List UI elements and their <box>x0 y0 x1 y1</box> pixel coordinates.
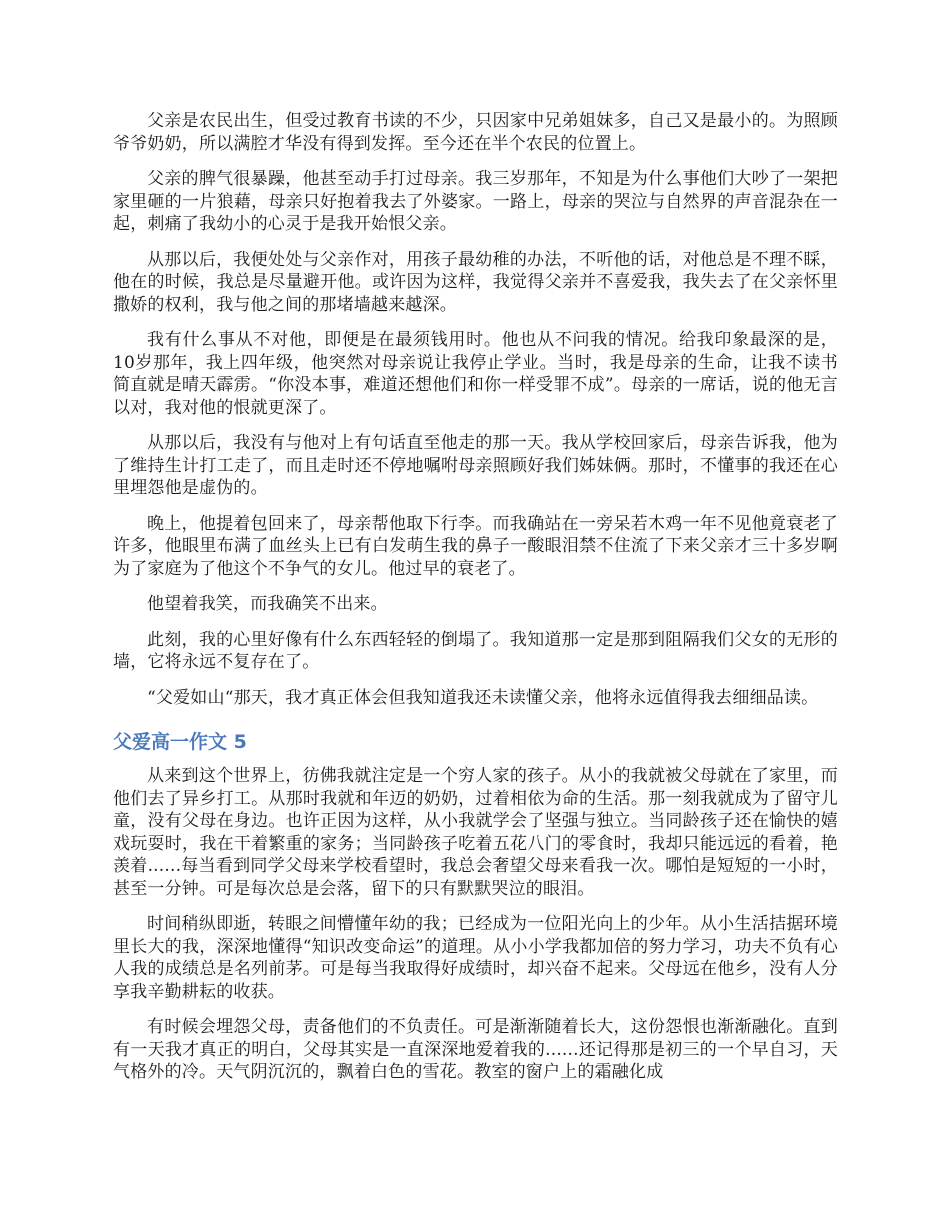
paragraph: 从来到这个世界上，彷佛我就注定是一个穷人家的孩子。从小的我就被父母就在了家里，而他们去了异乡打工。从那时我就和年迈的奶奶，过着相依为命的生活。那一刻我就成为了留守儿童，没有父母在身边。也许正因为这样，从小我就学会了坚强与独立。当同龄孩子还在愉快的嬉戏玩耍时，我在干着繁重的家务；当同龄孩子吃着五花八门的零食时，我却只能远远的看着，艳羡着......每当看到同学父母来学校看望时，我总会奢望父母来看我一次。哪怕是短短的一小时，甚至一分钟。可是每次总是会落，留下的只有默默哭泣的眼泪。 <box>113 766 838 899</box>
paragraph: 时间稍纵即逝，转眼之间懵懂年幼的我；已经成为一位阳光向上的少年。从小生活拮据环境里长大的我，深深地懂得“知识改变命运”的道理。从小小学我都加倍的努力学习，功夫不负有心人我的成绩总是名列前茅。可是每当我取得好成绩时，却兴奋不起来。父母远在他乡，没有人分享我辛勤耕耘的收获。 <box>113 914 838 1002</box>
paragraph: 父亲的脾气很暴躁，他甚至动手打过母亲。我三岁那年，不知是为什么事他们大吵了一架把家里砸的一片狼藉，母亲只好抱着我去了外婆家。一路上，母亲的哭泣与自然界的声音混杂在一起，刺痛了我幼小的心灵于是我开始恨父亲。 <box>113 169 838 234</box>
paragraph: 此刻，我的心里好像有什么东西轻轻的倒塌了。我知道那一定是那到阻隔我们父女的无形的墙，它将永远不复存在了。 <box>113 629 838 672</box>
document-page <box>113 110 838 1097</box>
section-heading: 父爱高一作文 5 <box>113 731 247 753</box>
paragraph: 有时候会埋怨父母，责备他们的不负责任。可是渐渐随着长大，这份怨恨也渐渐融化。直到有一天我才真正的明白，父母其实是一直深深地爱着我的......还记得那是初三的一个早自习，天气格外的冷。天气阴沉沉的，飘着白色的雪花。教室的窗户上的霜融化成 <box>113 1017 838 1082</box>
paragraph: 从那以后，我便处处与父亲作对，用孩子最幼稚的办法，不听他的话，对他总是不理不睬，他在的时候，我总是尽量避开他。或许因为这样，我觉得父亲并不喜爱我，我失去了在父亲怀里撒娇的权利，我与他之间的那堵墙越来越深。 <box>113 249 838 315</box>
paragraph: 他望着我笑，而我确笑不出来。 <box>147 594 388 614</box>
paragraph: “父爱如山“那天，我才真正体会但我知道我还未读懂父亲，他将永远值得我去细细品读。 <box>147 687 819 708</box>
paragraph: 从那以后，我没有与他对上有句话直至他走的那一天。我从学校回家后，母亲告诉我，他为了维持生计打工走了，而且走时还不停地嘱咐母亲照顾好我们姊妹俩。那时，不懂事的我还在心里埋怨他是虚伪的。 <box>113 433 838 498</box>
paragraph: 晚上，他提着包回来了，母亲帮他取下行李。而我确站在一旁呆若木鸡一年不见他竟衰老了许多，他眼里布满了血丝头上已有白发萌生我的鼻子一酸眼泪禁不住流了下来父亲才三十多岁啊为了家庭为了他这个不争气的女儿。他过早的衰老了。 <box>113 513 838 579</box>
paragraph: 我有什么事从不对他，即便是在最须钱用时。他也从不问我的情况。给我印象最深的是，10岁那年，我上四年级，他突然对母亲说让我停止学业。当时，我是母亲的生命，让我不读书简直就是晴天霹雳。“你没本事，难道还想他们和你一样受罪不成”。母亲的一席话，说的他无言以对，我对他的恨就更深了。 <box>113 330 838 418</box>
paragraph: 父亲是农民出生，但受过教育书读的不少，只因家中兄弟姐妹多，自己又是最小的。为照顾爷爷奶奶，所以满腔才华没有得到发挥。至今还在半个农民的位置上。 <box>113 111 838 154</box>
section-2 <box>113 765 838 1084</box>
section-1 <box>113 110 838 709</box>
